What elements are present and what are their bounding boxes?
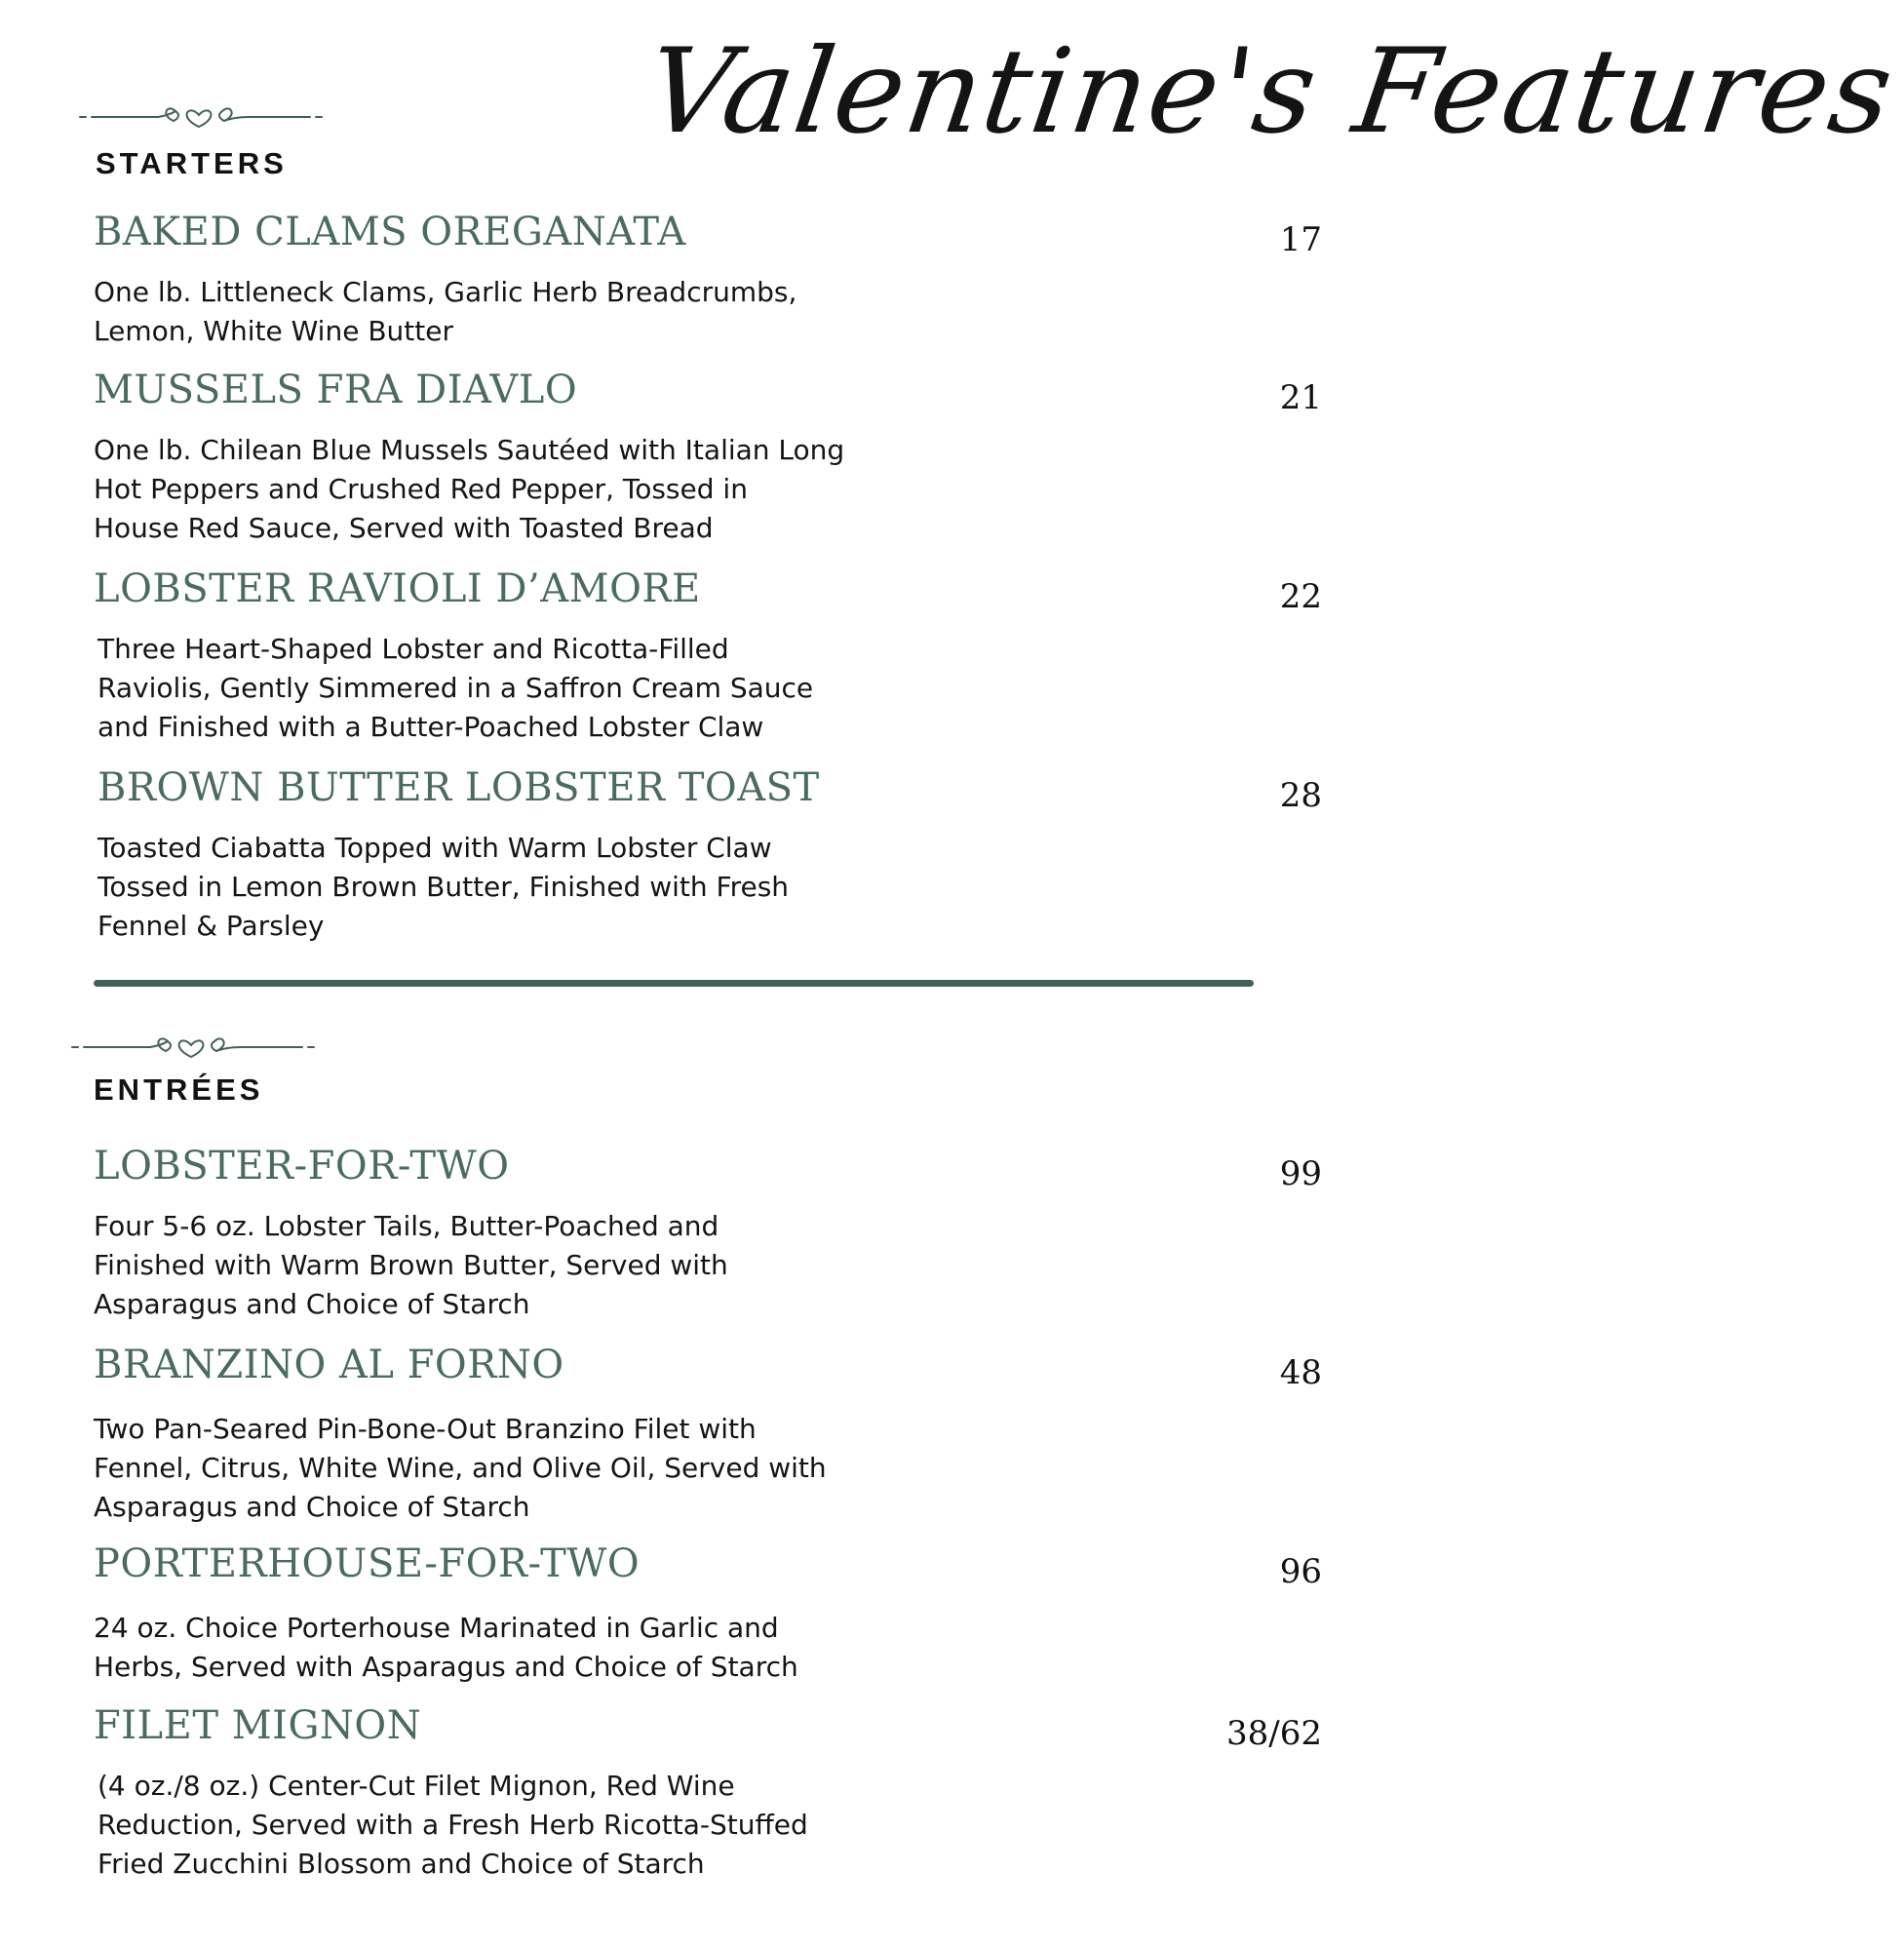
item-price: 28 xyxy=(1279,776,1322,815)
item-name: BAKED CLAMS OREGANATA xyxy=(94,210,686,254)
item-description: (4 oz./8 oz.) Center-Cut Filet Mignon, Red Wine Reduction, Served with a Fresh Herb Ricotta-Stuffed Fried Zucchini Blossom and Choice of Starch xyxy=(97,1770,808,1880)
hearts-divider-icon xyxy=(78,94,331,129)
item-price: 22 xyxy=(1279,577,1322,616)
item-description: Three Heart-Shaped Lobster and Ricotta-Filled Raviolis, Gently Simmered in a Saffron Cream Sauce and Finished with a Butter-Poached Lobster Claw xyxy=(97,633,814,743)
page-title: Valentine's Features xyxy=(639,24,1903,160)
item-name: BRANZINO AL FORNO xyxy=(94,1343,564,1387)
item-name: BROWN BUTTER LOBSTER TOAST xyxy=(97,765,820,810)
item-description: 24 oz. Choice Porterhouse Marinated in Garlic and Herbs, Served with Asparagus and Choice of Starch xyxy=(94,1612,798,1683)
item-price: 17 xyxy=(1279,220,1322,259)
hearts-divider-icon xyxy=(70,1024,324,1059)
item-name: FILET MIGNON xyxy=(94,1703,422,1748)
item-description: One lb. Chilean Blue Mussels Sautéed with Italian Long Hot Peppers and Crushed Red Pepper, Tossed in House Red Sauce, Served with Toasted Bread xyxy=(94,434,845,544)
item-name: MUSSELS FRA DIAVLO xyxy=(94,368,578,412)
item-description: Four 5-6 oz. Lobster Tails, Butter-Poached and Finished with Warm Brown Butter, Served with Asparagus and Choice of Starch xyxy=(94,1210,728,1320)
starters-heading: STARTERS xyxy=(96,146,288,180)
item-price: 48 xyxy=(1279,1353,1322,1392)
item-price: 38/62 xyxy=(1226,1714,1322,1753)
item-name: LOBSTER-FOR-TWO xyxy=(94,1144,510,1189)
section-divider xyxy=(94,980,1254,987)
item-price: 21 xyxy=(1279,378,1322,417)
item-price: 99 xyxy=(1279,1154,1322,1193)
item-description: Two Pan-Seared Pin-Bone-Out Branzino Filet with Fennel, Citrus, White Wine, and Olive Oil, Served with Asparagus and Choice of Starch xyxy=(94,1413,827,1523)
item-description: Toasted Ciabatta Topped with Warm Lobster Claw Tossed in Lemon Brown Butter, Finished with Fresh Fennel & Parsley xyxy=(97,832,790,942)
item-name: PORTERHOUSE-FOR-TWO xyxy=(94,1541,641,1586)
entrees-heading: ENTRÉES xyxy=(94,1072,264,1107)
item-price: 96 xyxy=(1279,1552,1322,1591)
item-name: LOBSTER RAVIOLI D’AMORE xyxy=(94,566,701,611)
item-description: One lb. Littleneck Clams, Garlic Herb Breadcrumbs, Lemon, White Wine Butter xyxy=(94,276,797,347)
